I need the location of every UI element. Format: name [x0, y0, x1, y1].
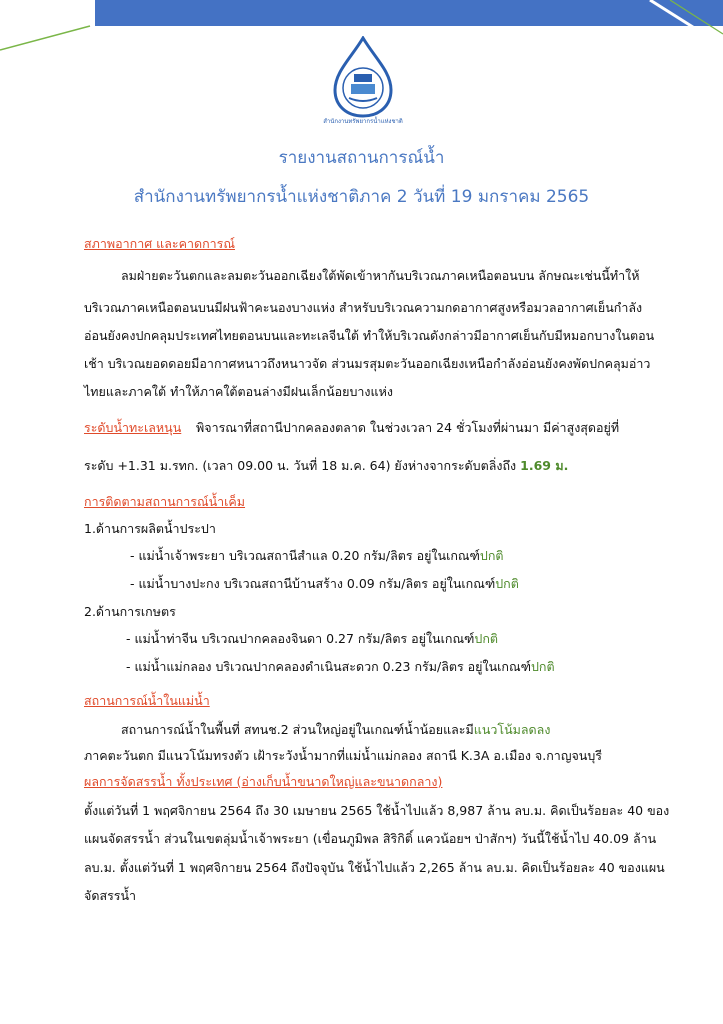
weather-line: ไทยและภาคใต้ ทำให้ภาคใต้ตอนล่างมีฝนเล็กน้อยบางแห่ง	[84, 384, 393, 399]
river-trend: แนวโน้มลดลง	[473, 722, 551, 737]
tide-margin-value: 1.69 ม.	[520, 458, 569, 473]
tide-line: พิจารณาที่สถานีปากคลองตลาด ในช่วงเวลา 24 ชั่วโมงที่ผ่านมา มีค่าสูงสุดอยู่ที่	[196, 420, 620, 435]
allocation-line: ลบ.ม. ตั้งแต่วันที่ 1 พฤศจิกายน 2564 ถึงปัจจุบัน ใช้น้ำไปแล้ว 2,265 ล้าน ลบ.ม. คิดเป็นร้อยละ 40 ของแผน	[84, 860, 665, 875]
river-line-text: สถานการณ์น้ำในพื้นที่ สทนช.2 ส่วนใหญ่อยู่ในเกณฑ์น้ำน้อยและมี	[121, 722, 474, 737]
salinity-item	[130, 546, 504, 566]
salinity-heading: การติดตามสถานการณ์น้ำเค็ม	[84, 494, 246, 509]
report-title: รายงานสถานการณ์น้ำ	[278, 148, 445, 168]
weather-line: ลมฝ่ายตะวันตกและลมตะวันออกเฉียงใต้พัดเข้าหากันบริเวณภาคเหนือตอนบน ลักษณะเช่นนี้ทำให้	[121, 268, 640, 283]
salinity-item	[126, 629, 498, 649]
allocation-line: ตั้งแต่วันที่ 1 พฤศจิกายน 2564 ถึง 30 เมษายน 2565 ใช้น้ำไปแล้ว 8,987 ล้าน ลบ.ม. คิดเป็นร้อยละ 40 ของ	[84, 803, 670, 818]
agency-logo	[327, 36, 399, 118]
weather-line: อ่อนยังคงปกคลุมประเทศไทยตอนบนและทะเลจีนใต้ ทำให้บริเวณดังกล่าวมีอากาศเย็นกับมีหมอกบางในตอน	[84, 328, 655, 343]
allocation-line: จัดสรรน้ำ	[84, 888, 137, 903]
status-normal: ปกติ	[495, 576, 519, 591]
salinity-item-text: - แม่น้ำบางปะกง บริเวณสถานีบ้านสร้าง 0.09 กรัม/ลิตร อยู่ในเกณฑ์	[130, 576, 496, 591]
tide-heading: ระดับน้ำทะเลหนุน	[84, 420, 182, 435]
logo-caption: สำนักงานทรัพยากรน้ำแห่งชาติ	[323, 118, 403, 125]
salinity-item-text: - แม่น้ำแม่กลอง บริเวณปากคลองดำเนินสะดวก 0.23 กรัม/ลิตร อยู่ในเกณฑ์	[126, 659, 531, 674]
weather-heading: สภาพอากาศ และคาดการณ์	[84, 236, 235, 251]
status-normal: ปกติ	[530, 659, 555, 674]
river-line	[121, 720, 550, 740]
river-heading: สถานการณ์น้ำในแม่น้ำ	[84, 693, 210, 708]
river-line: ภาคตะวันตก มีแนวโน้มทรงตัว เฝ้าระวังน้ำมากที่แม่น้ำแม่กลอง สถานี K.3A อ.เมือง จ.กาญจนบุรี	[84, 748, 602, 763]
status-normal: ปกติ	[474, 631, 499, 646]
allocation-line: แผนจัดสรรน้ำ ส่วนในเขตลุ่มน้ำเจ้าพระยา (เขื่อนภูมิพล สิริกิติ์ แควน้อยฯ ป่าสักฯ) วันนี้ใช้น้ำไป 40.09 ล้าน	[84, 831, 657, 846]
salinity-item-text: - แม่น้ำท่าจีน บริเวณปากคลองจินดา 0.27 กรัม/ลิตร อยู่ในเกณฑ์	[126, 631, 475, 646]
salinity-section-water-supply: 1.ด้านการผลิตน้ำประปา	[84, 521, 216, 536]
weather-line: บริเวณภาคเหนือตอนบนมีฝนฟ้าคะนองบางแห่ง สำหรับบริเวณความกดอากาศสูงหรือมวลอากาศเย็นกำลัง	[84, 300, 643, 315]
salinity-item	[130, 574, 519, 594]
tide-line	[84, 456, 568, 476]
salinity-item	[126, 657, 555, 677]
weather-line: เช้า บริเวณยอดดอยมีอากาศหนาวถึงหนาวจัด ส่วนมรสุมตะวันออกเฉียงเหนือกำลังอ่อนยังคงพัดปกคลุมอ่าว	[84, 356, 651, 371]
salinity-section-agriculture: 2.ด้านการเกษตร	[84, 604, 176, 619]
status-normal: ปกติ	[479, 548, 504, 563]
tide-line-text: ระดับ +1.31 ม.รทก. (เวลา 09.00 น. วันที่ 18 ม.ค. 64) ยังห่างจากระดับตลิ่งถึง	[84, 458, 517, 473]
salinity-item-text: - แม่น้ำเจ้าพระยา บริเวณสถานีสำแล 0.20 กรัม/ลิตร อยู่ในเกณฑ์	[130, 548, 480, 563]
allocation-heading: ผลการจัดสรรน้ำ ทั้งประเทศ (อ่างเก็บน้ำขนาดใหญ่และขนาดกลาง)	[84, 774, 443, 789]
report-subtitle: สำนักงานทรัพยากรน้ำแห่งชาติภาค 2 วันที่ 19 มกราคม 2565	[133, 187, 590, 207]
